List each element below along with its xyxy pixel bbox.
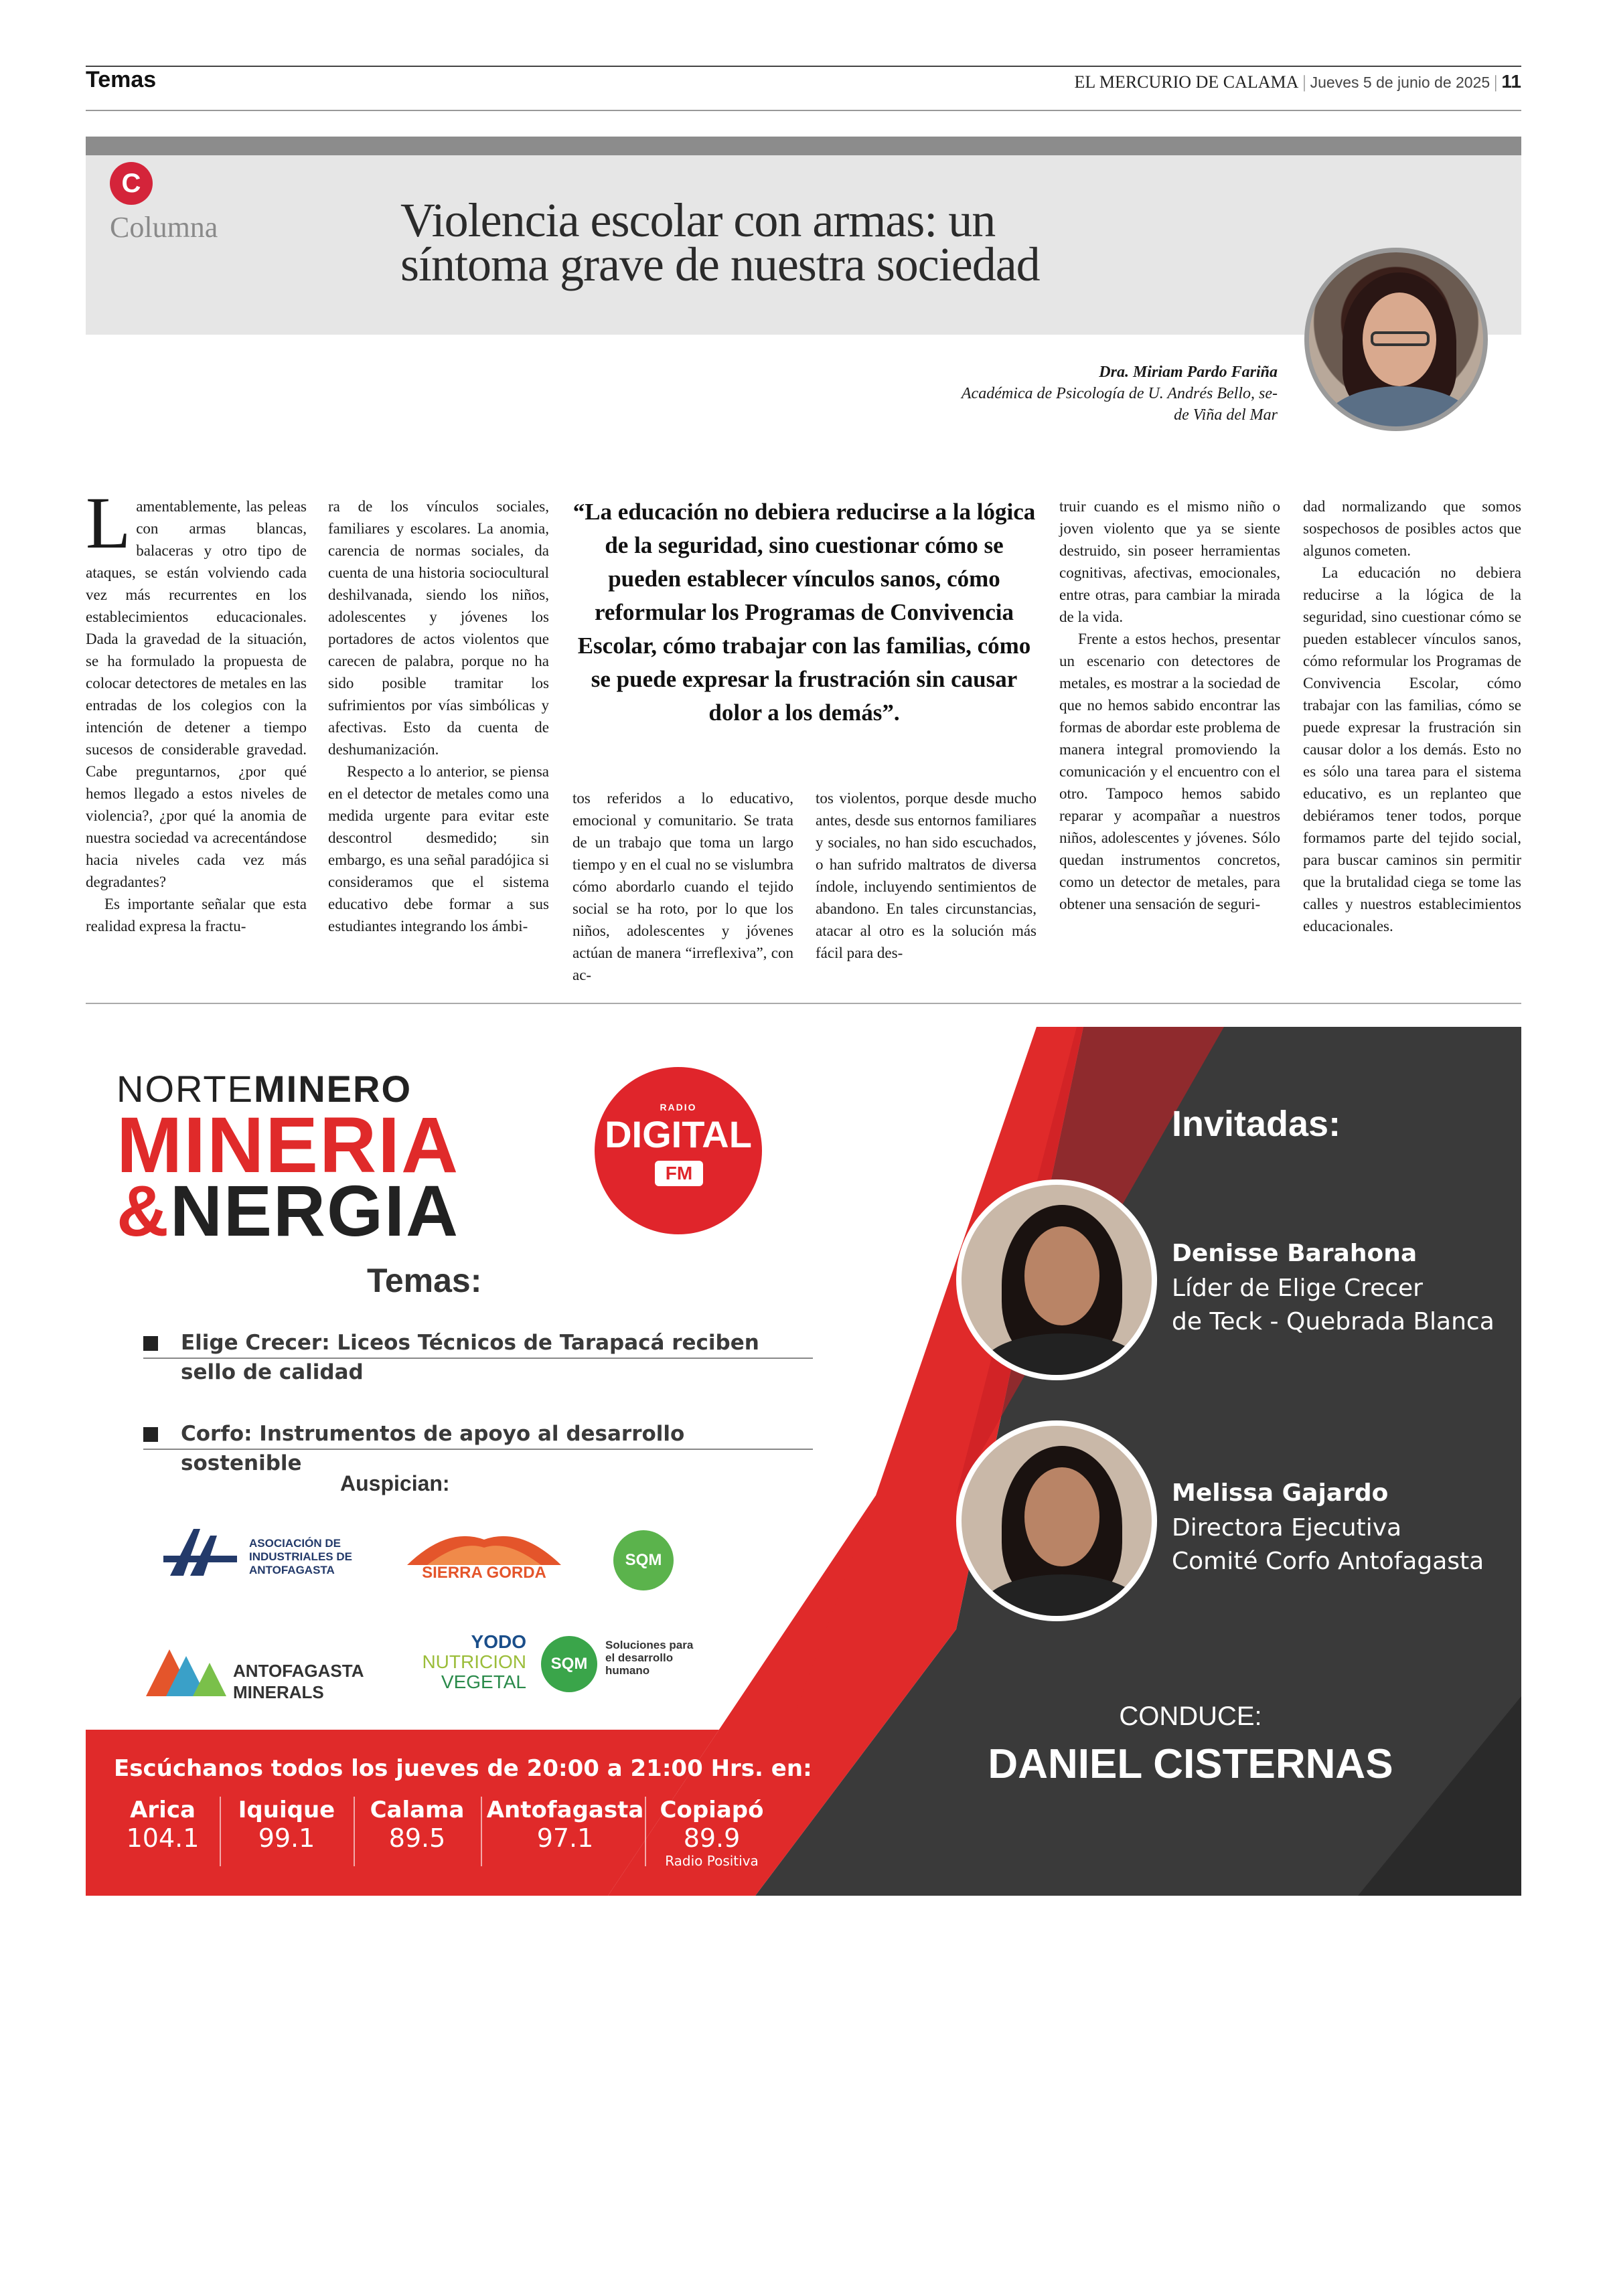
paragraph: tos violentos, porque desde mucho antes, desde sus entornos familiares y sociales, no han sido escuchados, o han sufrido maltratos de diversa índole, incluyendo sentimientos de abandono. En tales circunstancias, atacar al otro es la solución más fácil para des- xyxy=(816,790,1037,961)
top-rule xyxy=(86,66,1521,67)
city-divider xyxy=(481,1797,482,1866)
issue-date: Jueves 5 de junio de 2025 xyxy=(1310,74,1490,91)
brand-energia: &NERGIA xyxy=(117,1170,460,1251)
column-label: Columna xyxy=(110,211,218,244)
paragraph: Respecto a lo anterior, se piensa en el detector de metales como una medida urgente para evitar este descontrol desmedido; sin embargo, es una señal paradójica si consideramos que el sistema educativo debe formar a sus estudiantes integrando los ámbi- xyxy=(328,763,549,934)
advertisement xyxy=(86,1027,1521,1896)
paragraph: tos referidos a lo educativo, emocional y comunitario. Se trata de un trabajo que toma un largo tiempo y en el cual no se vislumbra cómo abordarlo cuando el tejido social se ha roto, por lo que los niños, adolescentes y jóvenes actúan de manera “irreflexiva”, con ac- xyxy=(572,790,793,983)
sponsor-sqm-logo: SQM xyxy=(613,1530,674,1590)
section-name: Temas xyxy=(86,67,157,92)
article-column-4 xyxy=(816,787,1037,964)
sponsor-yodo-logo: YODO NUTRICION VEGETAL xyxy=(422,1631,526,1692)
sponsor-sqm-tagline: Soluciones para el desarrollo humano xyxy=(605,1639,694,1677)
guests-heading: Invitadas: xyxy=(1172,1104,1341,1144)
article-column-5 xyxy=(1059,495,1280,915)
column-badge-icon: C xyxy=(110,162,153,205)
paragraph: ra de los vínculos sociales, familiares y escolares. La anomia, carencia de normas sociales, da cuenta de una historia sociocultural deshilvanada, siendo los niños, adolescentes y jóvenes los portadores de actos violentos que carecen de palabra, porque no ha sido posible tramitar los sufrimientos por vías simbólicas y afectivas. Esto da cuenta de deshumanización. xyxy=(328,498,549,758)
sponsor-antofagasta-minerals-logo: ANTOFAGASTA MINERALS xyxy=(146,1636,367,1710)
sponsor-aia-logo: ASOCIACIÓN DE INDUSTRIALES DE ANTOFAGASTA xyxy=(163,1522,364,1589)
guest-photo-1 xyxy=(956,1179,1157,1380)
city-divider xyxy=(220,1797,221,1866)
title-line-1: Violencia escolar con armas: un xyxy=(400,193,996,247)
city-frequency: Arica 104.1 xyxy=(126,1797,200,1853)
author-role-2: de Viña del Mar xyxy=(1174,406,1278,424)
host-name: DANIEL CISTERNAS xyxy=(988,1741,1393,1787)
byline xyxy=(903,361,1278,426)
article-title xyxy=(400,193,1244,291)
paragraph: La educación no debiera reducirse a la lógica de la seguridad, sino cuestionar cómo se pueden establecer vínculos sanos, cómo reformular los Programas de Convivencia Escolar, cómo trabajar con las familias, cómo se puede expresar la frustración sin causar dolor a los demás. Esto no es sólo una tarea para el sistema educativo, es un replanteo que debiéramos tener todos, porque formamos parte del tejido social, para buscar caminos sin permitir que la brutalidad ciega se tome las calles y nuestros establecimientos educacionales. xyxy=(1303,564,1521,934)
square-bullet-icon xyxy=(143,1427,158,1442)
host-label: CONDUCE: xyxy=(1119,1702,1262,1731)
paragraph: truir cuando es el mismo niño o joven violento que ya se siente destruido, sin poseer herramientas cognitivas, afectivas, emocionales, entre otras, para cambiar la mirada de la vida. xyxy=(1059,498,1280,625)
banner-top-bar xyxy=(86,137,1521,155)
city-divider xyxy=(354,1797,355,1866)
topic-item: Elige Crecer: Liceos Técnicos de Tarapacá reciben sello de calidad xyxy=(181,1328,770,1387)
author-name: Dra. Miriam Pardo Fariña xyxy=(1099,363,1278,381)
paper-name: EL MERCURIO DE CALAMA xyxy=(1074,72,1299,92)
author-photo xyxy=(1304,248,1488,431)
city-frequency: Antofagasta 97.1 xyxy=(486,1797,644,1853)
paragraph: Frente a estos hechos, presentar un escenario con detectores de metales, es mostrar a la sociedad de que no hemos sabido encontrar las formas de abordar este problema de manera integral promoviendo la comunicación y el encuentro con el otro. Tampoco hemos sabido reparar y acompañar a nuestros niños, adolescentes y jóvenes. Sólo quedan instrumentos concretos, como un detector de metales, para obtener una sensación de seguri- xyxy=(1059,631,1280,912)
paragraph: Es importante señalar que esta realidad expresa la fractu- xyxy=(86,896,307,934)
page-number: 11 xyxy=(1501,71,1521,92)
city-frequency: Iquique 99.1 xyxy=(238,1797,335,1853)
guest-name-2: Melissa Gajardo xyxy=(1172,1479,1389,1507)
square-bullet-icon xyxy=(143,1336,158,1351)
author-role-1: Académica de Psicología de U. Andrés Bello, se- xyxy=(961,385,1278,402)
article-column-2 xyxy=(328,495,549,937)
paragraph: Lamentablemente, las peleas con armas blancas, balaceras y otro tipo de ataques, se están volviendo cada vez más recurrentes en los establecimientos educacionales. Dada la gravedad de la situación, se ha formulado la propuesta de colocar detectores de metales en las entradas de los colegios con la intención de detener a tiempo sucesos de considerable gravedad. Cabe preguntarnos, ¿por qué hemos llegado a estos niveles de violencia?, ¿por qué la anomia de nuestra sociedad va acrecentándose hacia niveles cada vez más degradantes? xyxy=(86,482,307,890)
city-divider xyxy=(645,1797,646,1866)
radio-digital-logo: RADIO DIGITAL FM xyxy=(595,1067,762,1234)
article-column-1 xyxy=(86,482,307,937)
topic-item: Corfo: Instrumentos de apoyo al desarrollo sostenible xyxy=(181,1419,770,1478)
sponsor-sierra-gorda-logo: SIERRA GORDA xyxy=(400,1526,568,1586)
sponsors-heading: Auspician: xyxy=(340,1471,450,1495)
city-frequency: Calama 89.5 xyxy=(370,1797,465,1853)
guest-name-1: Denisse Barahona xyxy=(1172,1240,1418,1267)
brand-mineria: MINERIA xyxy=(117,1101,460,1190)
city-frequency: Copiapó 89.9 Radio Positiva xyxy=(660,1797,764,1869)
header-rule xyxy=(86,110,1521,111)
column-banner xyxy=(86,137,1521,335)
article-column-6 xyxy=(1303,495,1521,937)
article-column-3 xyxy=(572,787,793,986)
drop-cap: L xyxy=(86,482,131,564)
folio: EL MERCURIO DE CALAMA | Jueves 5 de junio de 2025 | 11 xyxy=(1074,71,1521,92)
article-bottom-rule xyxy=(86,1003,1521,1004)
sponsor-sqm-logo-2: SQM xyxy=(541,1636,597,1692)
guest-photo-2 xyxy=(956,1420,1157,1621)
title-line-2: síntoma grave de nuestra sociedad xyxy=(400,238,1040,291)
listen-schedule: Escúchanos todos los jueves de 20:00 a 21:00 Hrs. en: xyxy=(114,1755,812,1782)
ad-topics-heading: Temas: xyxy=(367,1262,482,1299)
guest-role-1: Líder de Elige Crecer de Teck - Quebrada Blanca xyxy=(1172,1275,1495,1335)
pull-quote: “La educación no debiera reducirse a la lógica de la seguridad, sino cuestionar cómo se pueden establecer vínculos sanos, cómo reformular los Programas de Convivencia Escolar, cómo trabajar con las familias, cómo se puede expresar la frustración sin causar dolor a los demás”. xyxy=(572,499,1036,726)
guest-role-2: Directora Ejecutiva Comité Corfo Antofagasta xyxy=(1172,1514,1484,1575)
brand-top: NORTEMINERO xyxy=(117,1068,412,1110)
paragraph: dad normalizando que somos sospechosos de posibles actos que algunos cometen. xyxy=(1303,498,1521,559)
